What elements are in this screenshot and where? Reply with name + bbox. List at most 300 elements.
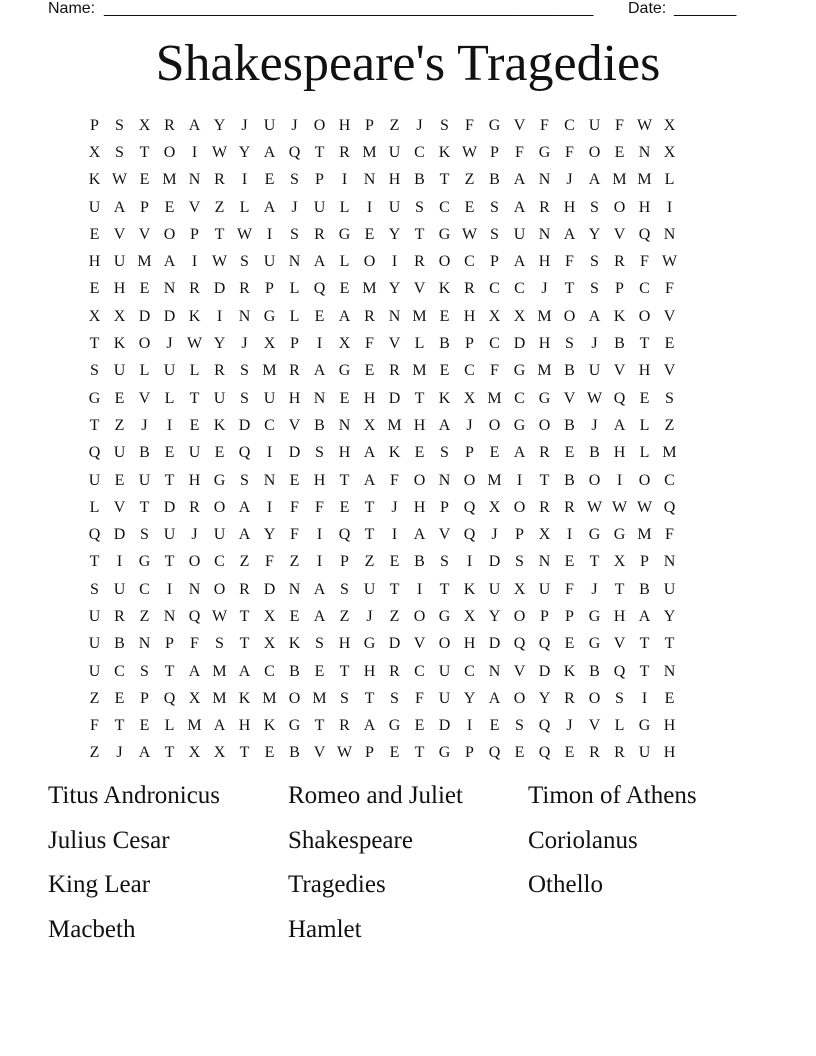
- grid-letter: T: [239, 607, 250, 625]
- grid-letter: L: [189, 362, 200, 380]
- grid-letter: U: [588, 116, 601, 134]
- grid-letter: B: [414, 171, 425, 189]
- grid-letter: P: [615, 280, 624, 298]
- grid-letter: L: [664, 171, 675, 189]
- grid-letter: U: [88, 198, 101, 216]
- grid-letter: D: [138, 307, 151, 325]
- grid-letter: G: [588, 635, 601, 653]
- grid-row: [82, 248, 738, 275]
- grid-letter: C: [514, 280, 525, 298]
- grid-letter: J: [591, 580, 598, 598]
- grid-letter: D: [213, 280, 226, 298]
- grid-letter: F: [390, 471, 399, 489]
- grid-letter: V: [288, 416, 301, 434]
- grid-letter: M: [537, 307, 552, 325]
- grid-letter: Z: [364, 553, 375, 571]
- grid-letter: I: [166, 416, 173, 434]
- grid-row: [82, 740, 738, 767]
- grid-letter: M: [662, 444, 677, 462]
- grid-letter: G: [338, 362, 351, 380]
- grid-letter: W: [661, 253, 678, 271]
- grid-letter: L: [414, 335, 425, 353]
- grid-letter: H: [363, 389, 376, 407]
- grid-letter: E: [564, 744, 575, 762]
- grid-letter: X: [263, 335, 276, 353]
- grid-letter: V: [113, 225, 126, 243]
- grid-letter: M: [137, 253, 152, 271]
- grid-letter: I: [516, 471, 523, 489]
- grid-letter: J: [591, 416, 598, 434]
- grid-letter: B: [589, 662, 600, 680]
- grid-letter: J: [416, 116, 423, 134]
- grid-letter: G: [263, 307, 276, 325]
- grid-letter: K: [188, 307, 201, 325]
- grid-letter: T: [314, 143, 325, 161]
- grid-letter: X: [213, 744, 226, 762]
- grid-letter: E: [164, 444, 175, 462]
- grid-letter: E: [464, 198, 475, 216]
- grid-letter: E: [639, 389, 650, 407]
- grid-letter: D: [538, 662, 551, 680]
- grid-letter: C: [564, 116, 575, 134]
- grid-letter: C: [514, 389, 525, 407]
- grid-letter: R: [314, 225, 325, 243]
- grid-letter: U: [388, 143, 401, 161]
- grid-letter: F: [540, 116, 549, 134]
- grid-letter: U: [363, 580, 376, 598]
- grid-letter: A: [638, 607, 651, 625]
- grid-letter: K: [263, 717, 276, 735]
- grid-letter: J: [491, 526, 498, 544]
- grid-letter: Q: [463, 526, 476, 544]
- grid-letter: C: [214, 553, 225, 571]
- grid-letter: R: [339, 143, 350, 161]
- grid-letter: N: [388, 307, 401, 325]
- grid-letter: M: [362, 143, 377, 161]
- grid-row: [82, 221, 738, 248]
- grid-letter: C: [264, 662, 275, 680]
- grid-letter: U: [388, 198, 401, 216]
- grid-letter: C: [639, 280, 650, 298]
- grid-letter: Z: [114, 416, 125, 434]
- grid-letter: C: [489, 335, 500, 353]
- grid-letter: V: [138, 389, 151, 407]
- grid-letter: F: [315, 498, 324, 516]
- grid-letter: A: [513, 171, 526, 189]
- grid-letter: Q: [88, 444, 101, 462]
- grid-letter: O: [213, 580, 226, 598]
- grid-letter: J: [466, 416, 473, 434]
- grid-letter: R: [539, 444, 550, 462]
- grid-letter: G: [388, 717, 401, 735]
- grid-letter: E: [114, 689, 125, 707]
- grid-letter: U: [263, 116, 276, 134]
- grid-letter: E: [414, 444, 425, 462]
- grid-letter: U: [213, 389, 226, 407]
- grid-letter: H: [313, 471, 326, 489]
- grid-letter: J: [166, 335, 173, 353]
- grid-letter: Q: [538, 717, 551, 735]
- grid-letter: R: [364, 307, 375, 325]
- grid-letter: M: [387, 416, 402, 434]
- grid-letter: H: [113, 280, 126, 298]
- grid-letter: K: [463, 580, 476, 598]
- grid-letter: H: [338, 635, 351, 653]
- grid-letter: Z: [464, 171, 475, 189]
- grid-row: [82, 139, 738, 166]
- grid-letter: F: [265, 553, 274, 571]
- grid-letter: S: [240, 471, 249, 489]
- grid-letter: Q: [88, 526, 101, 544]
- grid-letter: V: [413, 635, 426, 653]
- grid-letter: K: [388, 444, 401, 462]
- grid-letter: G: [488, 116, 501, 134]
- grid-letter: C: [664, 471, 675, 489]
- grid-letter: T: [664, 635, 675, 653]
- grid-letter: W: [211, 143, 228, 161]
- grid-letter: I: [241, 171, 248, 189]
- grid-row: [82, 440, 738, 467]
- grid-letter: P: [465, 744, 474, 762]
- grid-letter: I: [666, 198, 673, 216]
- grid-letter: V: [438, 526, 451, 544]
- grid-letter: U: [588, 362, 601, 380]
- grid-letter: R: [189, 498, 200, 516]
- grid-letter: D: [513, 335, 526, 353]
- grid-letter: E: [339, 498, 350, 516]
- grid-letter: T: [214, 225, 225, 243]
- grid-letter: E: [564, 553, 575, 571]
- grid-letter: Q: [538, 635, 551, 653]
- grid-letter: Y: [388, 280, 401, 298]
- grid-letter: W: [636, 498, 653, 516]
- grid-letter: X: [138, 116, 151, 134]
- grid-letter: S: [515, 553, 524, 571]
- grid-letter: G: [538, 143, 551, 161]
- grid-letter: X: [513, 580, 526, 598]
- grid-letter: A: [313, 362, 326, 380]
- grid-row: [82, 603, 738, 630]
- grid-letter: O: [163, 143, 176, 161]
- grid-letter: W: [636, 116, 653, 134]
- grid-letter: A: [588, 307, 601, 325]
- grid-letter: N: [638, 143, 651, 161]
- grid-letter: I: [266, 225, 273, 243]
- grid-letter: I: [641, 689, 648, 707]
- grid-letter: J: [291, 198, 298, 216]
- grid-letter: K: [113, 335, 126, 353]
- grid-row: [82, 685, 738, 712]
- grid-letter: H: [463, 635, 476, 653]
- grid-letter: A: [438, 416, 451, 434]
- grid-letter: A: [513, 198, 526, 216]
- grid-letter: N: [663, 662, 676, 680]
- grid-letter: S: [340, 580, 349, 598]
- grid-letter: N: [238, 307, 251, 325]
- grid-letter: C: [464, 662, 475, 680]
- grid-letter: X: [463, 389, 476, 407]
- grid-letter: O: [588, 689, 601, 707]
- grid-letter: H: [88, 253, 101, 271]
- grid-letter: F: [290, 526, 299, 544]
- grid-letter: N: [188, 171, 201, 189]
- grid-letter: R: [539, 198, 550, 216]
- grid-letter: O: [363, 253, 376, 271]
- grid-letter: T: [239, 744, 250, 762]
- grid-letter: P: [340, 553, 349, 571]
- grid-letter: F: [290, 498, 299, 516]
- grid-letter: Q: [613, 662, 626, 680]
- grid-letter: P: [165, 635, 174, 653]
- grid-letter: O: [413, 607, 426, 625]
- grid-letter: Y: [463, 689, 476, 707]
- grid-letter: E: [564, 444, 575, 462]
- grid-letter: T: [239, 635, 250, 653]
- grid-letter: U: [163, 362, 176, 380]
- grid-letter: A: [263, 198, 276, 216]
- grid-letter: E: [489, 717, 500, 735]
- grid-letter: M: [212, 689, 227, 707]
- grid-letter: M: [412, 362, 427, 380]
- grid-letter: A: [363, 471, 376, 489]
- grid-letter: S: [140, 526, 149, 544]
- grid-letter: X: [513, 307, 526, 325]
- date-label: Date:: [628, 0, 667, 17]
- grid-letter: S: [115, 116, 124, 134]
- grid-letter: H: [338, 444, 351, 462]
- grid-row: [82, 167, 738, 194]
- word-list-item: Julius Cesar: [48, 826, 170, 854]
- grid-letter: S: [615, 689, 624, 707]
- grid-letter: V: [563, 389, 576, 407]
- grid-letter: U: [638, 744, 651, 762]
- grid-letter: F: [565, 143, 574, 161]
- grid-letter: B: [614, 335, 625, 353]
- grid-letter: D: [238, 416, 251, 434]
- grid-letter: F: [515, 143, 524, 161]
- grid-letter: Y: [213, 116, 226, 134]
- grid-letter: O: [463, 471, 476, 489]
- grid-letter: T: [589, 553, 600, 571]
- grid-letter: E: [89, 280, 100, 298]
- grid-letter: H: [613, 607, 626, 625]
- grid-letter: I: [316, 526, 323, 544]
- grid-letter: D: [163, 498, 176, 516]
- grid-letter: I: [216, 307, 223, 325]
- grid-letter: I: [466, 553, 473, 571]
- grid-letter: C: [489, 280, 500, 298]
- grid-letter: L: [89, 498, 100, 516]
- grid-letter: Z: [389, 607, 400, 625]
- grid-letter: G: [588, 607, 601, 625]
- grid-letter: D: [288, 444, 301, 462]
- grid-letter: Q: [288, 143, 301, 161]
- grid-letter: Q: [188, 607, 201, 625]
- grid-letter: J: [191, 526, 198, 544]
- grid-letter: A: [188, 116, 201, 134]
- grid-letter: F: [615, 116, 624, 134]
- grid-letter: T: [164, 744, 175, 762]
- date-blank-line: _______: [674, 0, 737, 17]
- grid-letter: S: [590, 280, 599, 298]
- grid-row: [82, 549, 738, 576]
- grid-letter: Y: [588, 225, 601, 243]
- grid-letter: X: [188, 744, 201, 762]
- grid-letter: G: [338, 225, 351, 243]
- grid-letter: U: [263, 389, 276, 407]
- grid-letter: Q: [238, 444, 251, 462]
- grid-letter: Z: [339, 607, 350, 625]
- grid-letter: L: [339, 253, 350, 271]
- grid-letter: I: [416, 580, 423, 598]
- grid-letter: J: [241, 335, 248, 353]
- grid-letter: D: [163, 307, 176, 325]
- grid-letter: A: [363, 717, 376, 735]
- grid-letter: H: [413, 416, 426, 434]
- grid-letter: E: [339, 389, 350, 407]
- grid-letter: Y: [213, 335, 226, 353]
- grid-letter: M: [637, 171, 652, 189]
- grid-letter: B: [564, 416, 575, 434]
- grid-letter: A: [338, 307, 351, 325]
- name-date-header: [48, 0, 748, 20]
- grid-letter: W: [211, 607, 228, 625]
- grid-letter: V: [413, 280, 426, 298]
- grid-row: [82, 194, 738, 221]
- grid-letter: T: [139, 498, 150, 516]
- grid-letter: A: [213, 717, 226, 735]
- grid-letter: P: [640, 553, 649, 571]
- grid-letter: B: [139, 444, 150, 462]
- grid-letter: M: [412, 307, 427, 325]
- grid-letter: E: [139, 717, 150, 735]
- grid-letter: X: [263, 607, 276, 625]
- grid-letter: T: [164, 662, 175, 680]
- grid-letter: S: [90, 580, 99, 598]
- grid-letter: J: [391, 498, 398, 516]
- grid-letter: H: [538, 253, 551, 271]
- grid-letter: V: [513, 662, 526, 680]
- grid-letter: W: [461, 225, 478, 243]
- grid-letter: I: [341, 171, 348, 189]
- grid-letter: H: [288, 389, 301, 407]
- grid-letter: Q: [663, 498, 676, 516]
- grid-letter: R: [564, 498, 575, 516]
- grid-letter: M: [487, 389, 502, 407]
- grid-letter: X: [338, 335, 351, 353]
- grid-letter: Y: [238, 143, 251, 161]
- grid-letter: E: [439, 362, 450, 380]
- grid-letter: O: [213, 498, 226, 516]
- grid-letter: F: [365, 335, 374, 353]
- grid-letter: H: [363, 662, 376, 680]
- grid-letter: V: [613, 225, 626, 243]
- grid-row: [82, 330, 738, 357]
- grid-letter: X: [88, 307, 101, 325]
- grid-letter: U: [213, 526, 226, 544]
- grid-letter: M: [162, 171, 177, 189]
- grid-letter: O: [613, 198, 626, 216]
- grid-letter: B: [564, 362, 575, 380]
- grid-letter: F: [490, 362, 499, 380]
- grid-letter: R: [389, 362, 400, 380]
- grid-letter: T: [389, 580, 400, 598]
- grid-letter: R: [614, 253, 625, 271]
- grid-letter: A: [313, 580, 326, 598]
- grid-letter: A: [588, 171, 601, 189]
- grid-letter: B: [639, 580, 650, 598]
- grid-letter: P: [490, 143, 499, 161]
- grid-letter: Z: [214, 198, 225, 216]
- grid-letter: S: [115, 143, 124, 161]
- grid-letter: I: [166, 580, 173, 598]
- grid-letter: K: [613, 307, 626, 325]
- grid-letter: G: [538, 389, 551, 407]
- grid-letter: E: [289, 471, 300, 489]
- grid-letter: B: [289, 744, 300, 762]
- grid-letter: P: [365, 116, 374, 134]
- grid-letter: L: [289, 280, 300, 298]
- grid-letter: L: [339, 198, 350, 216]
- grid-letter: A: [563, 225, 576, 243]
- grid-letter: W: [611, 498, 628, 516]
- grid-letter: E: [664, 335, 675, 353]
- grid-letter: R: [164, 116, 175, 134]
- grid-letter: S: [340, 689, 349, 707]
- grid-letter: H: [613, 444, 626, 462]
- grid-letter: S: [515, 717, 524, 735]
- grid-letter: T: [339, 662, 350, 680]
- grid-letter: U: [113, 444, 126, 462]
- word-list-item: Hamlet: [288, 915, 362, 943]
- grid-letter: A: [238, 498, 251, 516]
- grid-letter: G: [513, 416, 526, 434]
- grid-letter: I: [266, 498, 273, 516]
- grid-letter: I: [316, 335, 323, 353]
- grid-letter: P: [465, 335, 474, 353]
- grid-letter: G: [363, 635, 376, 653]
- grid-letter: U: [513, 225, 526, 243]
- grid-letter: R: [239, 580, 250, 598]
- grid-letter: H: [538, 335, 551, 353]
- grid-letter: S: [140, 662, 149, 680]
- grid-letter: N: [138, 635, 151, 653]
- grid-letter: N: [538, 225, 551, 243]
- grid-letter: M: [262, 362, 277, 380]
- grid-letter: N: [313, 389, 326, 407]
- grid-letter: W: [586, 498, 603, 516]
- grid-letter: U: [88, 471, 101, 489]
- grid-letter: S: [290, 225, 299, 243]
- grid-letter: B: [564, 471, 575, 489]
- grid-letter: A: [263, 143, 276, 161]
- grid-letter: E: [189, 416, 200, 434]
- grid-letter: O: [538, 416, 551, 434]
- grid-letter: W: [586, 389, 603, 407]
- grid-letter: H: [638, 362, 651, 380]
- grid-letter: V: [388, 335, 401, 353]
- grid-letter: M: [262, 689, 277, 707]
- grid-letter: R: [114, 607, 125, 625]
- word-list-item: King Lear: [48, 871, 151, 898]
- grid-letter: U: [138, 471, 151, 489]
- grid-letter: I: [316, 553, 323, 571]
- grid-letter: H: [663, 717, 676, 735]
- grid-letter: E: [264, 744, 275, 762]
- grid-letter: B: [314, 416, 325, 434]
- grid-letter: O: [313, 116, 326, 134]
- grid-letter: K: [438, 280, 451, 298]
